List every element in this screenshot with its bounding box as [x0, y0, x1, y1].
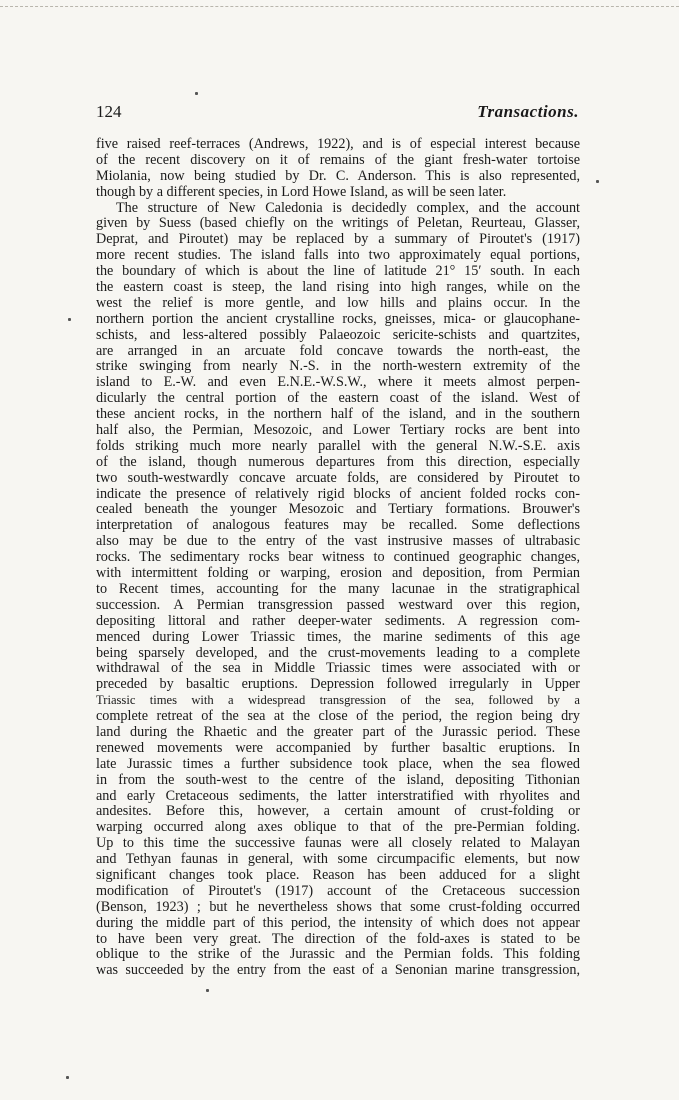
- text-line: being sparsely developed, and the crust-movements leading to a complete: [96, 644, 580, 661]
- text-line: interpretation of analogous features may be recalled. Some deflections: [96, 517, 580, 534]
- text-line: oblique to the strike of the Jurassic and the Permian folds. This folding: [96, 946, 580, 963]
- text-line: dicularly the central portion of the eastern coast of the island. West of: [96, 390, 580, 407]
- text-line: succession. A Permian transgression passed westward over this region,: [96, 596, 580, 613]
- text-line: complete retreat of the sea at the close of the period, the region being dry: [96, 708, 580, 725]
- text-line: the eastern coast is steep, the land rising into high ranges, while on the: [96, 279, 580, 296]
- scan-speck: [66, 1076, 69, 1079]
- text-line: with intermittent folding or warping, erosion and deposition, from Permian: [96, 565, 580, 582]
- text-line: land during the Rhaetic and the greater part of the Jurassic period. These: [96, 723, 580, 740]
- text-line: five raised reef-terraces (Andrews, 1922), and is of especial interest because: [96, 136, 580, 152]
- text-line: during the middle part of this period, the intensity of which does not appear: [96, 914, 580, 931]
- text-line: rocks. The sedimentary rocks bear witness to continued geographic changes,: [96, 549, 580, 566]
- text-line: menced during Lower Triassic times, the marine sediments of this age: [96, 628, 580, 645]
- text-line: two south-westwardly concave arcuate folds, are considered by Piroutet to: [96, 469, 580, 486]
- text-line: late Jurassic times a further subsidence took place, when the sea flowed: [96, 755, 580, 772]
- text-line: folds striking much more nearly parallel with the general N.W.-S.E. axis: [96, 437, 580, 454]
- text-line: are arranged in an arcuate fold concave towards the north-east, the: [96, 342, 580, 359]
- scan-speck: [195, 92, 198, 95]
- running-title: Transactions.: [477, 102, 579, 121]
- text-line: the boundary of which is about the line of latitude 21° 15′ south. In each: [96, 263, 580, 280]
- text-line: preceded by basaltic eruptions. Depression followed irregularly in Upper: [96, 676, 580, 693]
- body-text: [96, 137, 580, 979]
- text-line: withdrawal of the sea in Middle Triassic times were associated with or: [96, 660, 580, 677]
- top-edge-rule: [0, 6, 679, 8]
- text-line: warping occurred along axes oblique to that of the pre-Permian folding.: [96, 819, 580, 836]
- scan-speck: [68, 318, 71, 321]
- text-line: west the relief is more gentle, and low hills and plains occur. In the: [96, 294, 580, 311]
- text-line: more recent studies. The island falls into two approximately equal portions,: [96, 247, 580, 264]
- text-line: strike swinging from nearly N.-S. in the north-western extremity of the: [96, 358, 580, 375]
- page-number: 124: [96, 102, 122, 121]
- text-line: renewed movements were accompanied by further basaltic eruptions. In: [96, 739, 580, 756]
- text-line: and early Cretaceous sediments, the latter interstratified with rhyolites and: [96, 787, 580, 804]
- text-line: and Tethyan faunas in general, with some circumpacific elements, but now: [96, 851, 580, 868]
- text-line: Up to this time the successive faunas were all closely related to Malayan: [96, 835, 580, 852]
- text-line: modification of Piroutet's (1917) account of the Cretaceous succession: [96, 882, 580, 899]
- text-line: Triassic times with a widespread transgression of the sea, followed by a: [96, 693, 580, 708]
- page-header: [96, 102, 579, 124]
- scan-speck: [206, 989, 209, 992]
- text-line: of the island, though numerous departures from this direction, especially: [96, 453, 580, 470]
- text-line: though by a different species, in Lord Howe Island, as will be seen later.: [96, 183, 507, 200]
- text-line: island to E.-W. and even E.N.E.-W.S.W., where it meets almost perpen-: [96, 374, 580, 391]
- text-line: significant changes took place. Reason has been adduced for a slight: [96, 866, 580, 883]
- text-line: indicate the presence of relatively rigid blocks of ancient folded rocks con-: [96, 485, 580, 502]
- text-line: Miolania, now being studied by Dr. C. Anderson. This is also represented,: [96, 167, 580, 184]
- text-line: in from the south-west to the centre of the island, depositing Tithonian: [96, 771, 580, 788]
- text-line: of the recent discovery on it of remains of the giant fresh-water tortoise: [96, 151, 580, 168]
- text-line: cealed beneath the younger Mesozoic and Tertiary formations. Brouwer's: [96, 501, 580, 518]
- text-line: given by Suess (based chiefly on the writings of Peletan, Reurteau, Glasser,: [96, 215, 580, 232]
- text-line: also may be due to the entry of the vast instrusive masses of ultrabasic: [96, 533, 580, 550]
- text-line: to have been very great. The direction of the fold-axes is stated to be: [96, 930, 580, 947]
- text-line: was succeeded by the entry from the east of a Senonian marine transgression,: [96, 962, 580, 979]
- scan-speck: [596, 180, 599, 183]
- text-line: schists, and less-altered possibly Palaeozoic sericite-schists and quartzites,: [96, 326, 580, 343]
- text-line: these ancient rocks, in the northern half of the island, and in the southern: [96, 406, 580, 423]
- text-line: northern portion the ancient crystalline rocks, gneisses, mica- or glaucophane-: [96, 310, 580, 327]
- text-line: to Recent times, accounting for the many lacunae in the stratigraphical: [96, 580, 580, 597]
- text-line: Deprat, and Piroutet) may be replaced by a summary of Piroutet's (1917): [96, 231, 580, 248]
- text-line: (Benson, 1923) ; but he nevertheless shows that some crust-folding occurred: [96, 898, 580, 915]
- text-line: depositing littoral and rather deeper-water sediments. A regression com-: [96, 612, 580, 629]
- text-line: half also, the Permian, Mesozoic, and Lower Tertiary rocks are bent into: [96, 422, 580, 439]
- text-line: andesites. Before this, however, a certain amount of crust-folding or: [96, 803, 580, 820]
- text-line: The structure of New Caledonia is decidedly complex, and the account: [116, 199, 580, 216]
